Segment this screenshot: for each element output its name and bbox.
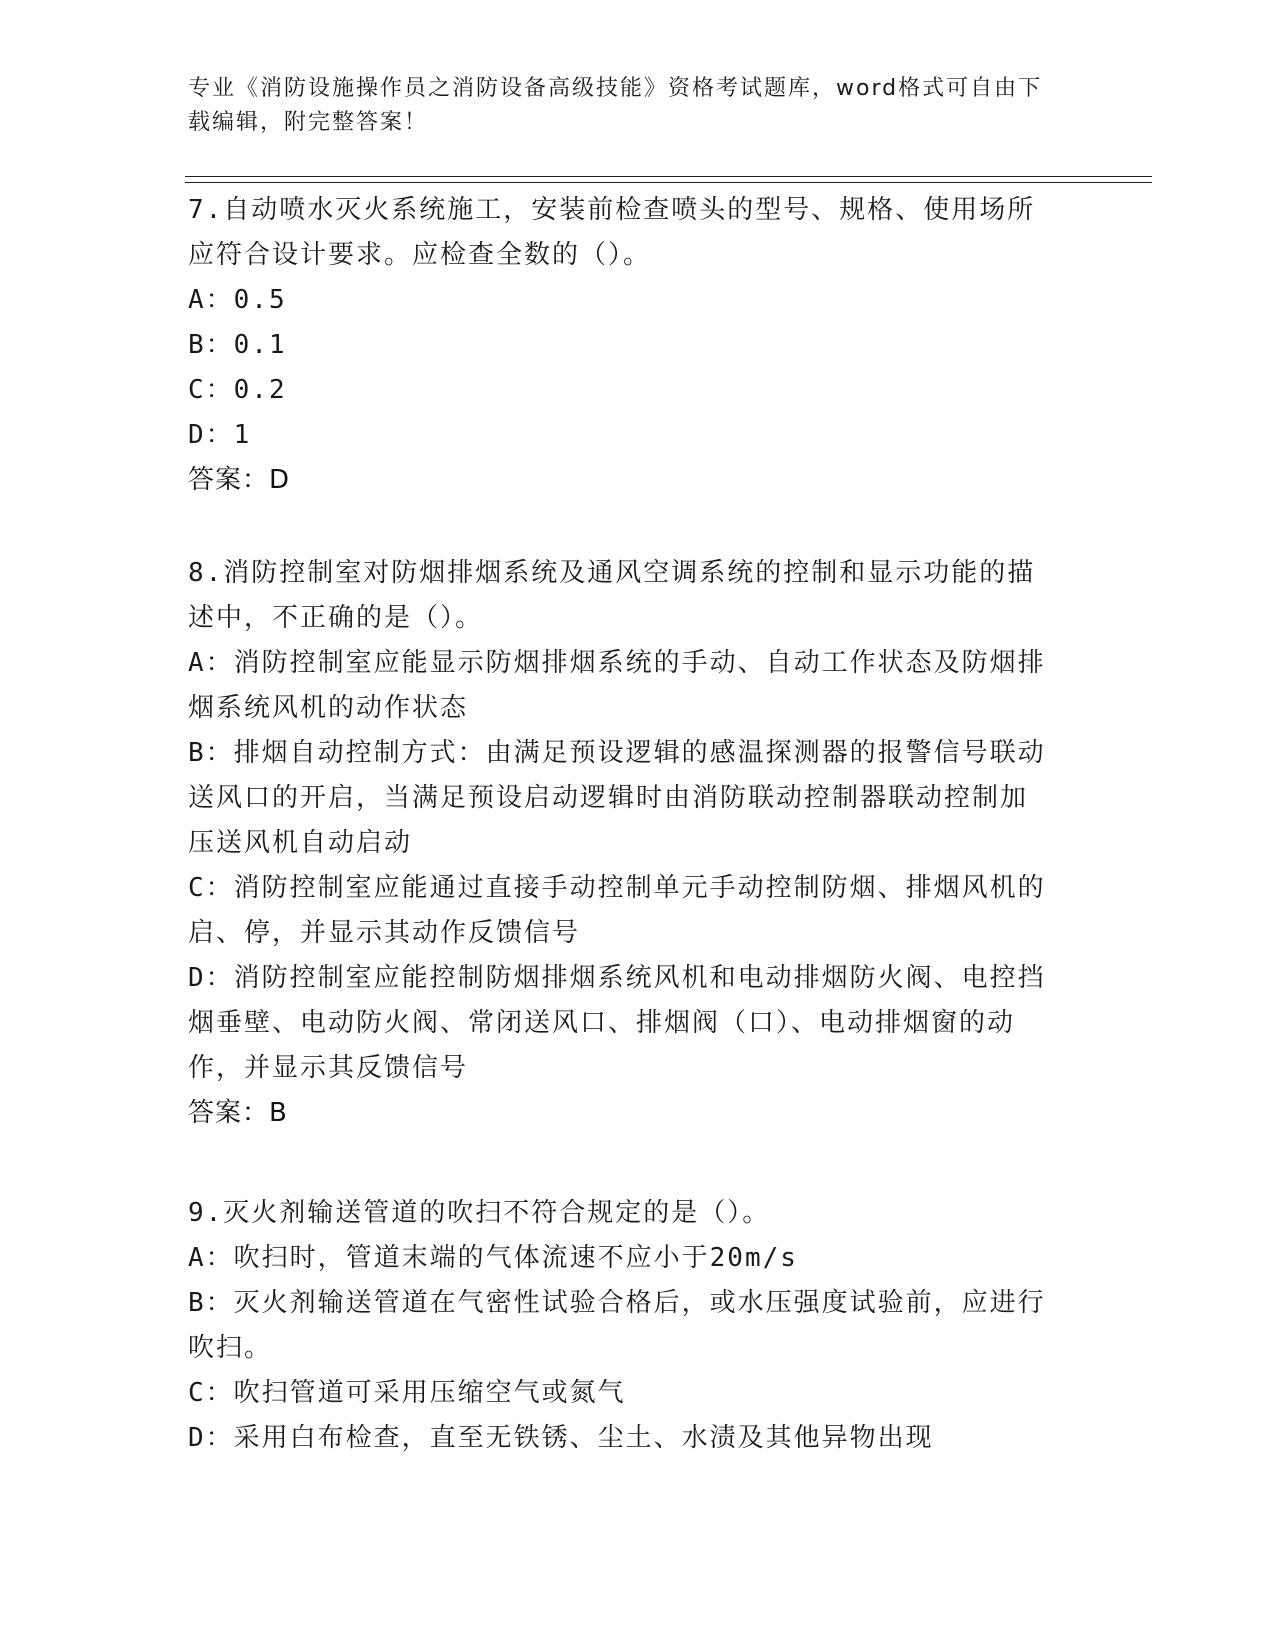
header-divider (185, 182, 1152, 183)
option-c: C：消防控制室应能通过直接手动控制单元手动控制防烟、排烟风机的 (188, 873, 1046, 903)
question-stem: 8.消防控制室对防烟排烟系统及通风空调系统的控制和显示功能的描 (188, 558, 1036, 588)
option-c: C：0.2 (188, 375, 287, 405)
option-d: D：采用白布检查，直至无铁锈、尘土、水渍及其他异物出现 (188, 1423, 934, 1453)
option-d: D：消防控制室应能控制防烟排烟系统风机和电动排烟防火阀、电控挡 (188, 963, 1046, 993)
question-9 (188, 1191, 1068, 1461)
question-stem: 7.自动喷水灭火系统施工，安装前检查喷头的型号、规格、使用场所 (188, 195, 1036, 225)
option-a: A：消防控制室应能显示防烟排烟系统的手动、自动工作状态及防烟排 (188, 648, 1046, 678)
question-stem: 述中，不正确的是（）。 (188, 603, 484, 633)
header-line: 专业《消防设施操作员之消防设备高级技能》资格考试题库，word格式可自由下 (188, 76, 1043, 101)
option-b: B：0.1 (188, 330, 287, 360)
option-b: B：灭火剂输送管道在气密性试验合格后，或水压强度试验前，应进行 (188, 1288, 1046, 1318)
option-a: A：吹扫时，管道末端的气体流速不应小于20m/s (188, 1243, 798, 1273)
question-8 (188, 551, 1068, 1136)
option-b: 压送风机自动启动 (188, 828, 413, 858)
header-divider (185, 176, 1152, 177)
option-a: A：0.5 (188, 285, 287, 315)
question-stem: 9.灭火剂输送管道的吹扫不符合规定的是（）。 (188, 1198, 771, 1228)
option-d: 烟垂壁、电动防火阀、常闭送风口、排烟阀（口）、电动排烟窗的动 (188, 1008, 1016, 1038)
option-b: B：排烟自动控制方式：由满足预设逻辑的感温探测器的报警信号联动 (188, 738, 1046, 768)
option-c: 启、停，并显示其动作反馈信号 (188, 918, 581, 948)
answer: 答案：B (188, 1098, 288, 1128)
option-d: 作，并显示其反馈信号 (188, 1053, 469, 1083)
question-7 (188, 188, 1068, 503)
option-a: 烟系统风机的动作状态 (188, 693, 469, 723)
answer: 答案：D (188, 465, 291, 495)
document-header (188, 72, 1068, 140)
option-b: 吹扫。 (188, 1333, 273, 1363)
question-stem: 应符合设计要求。应检查全数的（）。 (188, 240, 652, 270)
option-d: D：1 (188, 420, 252, 450)
option-b: 送风口的开启，当满足预设启动逻辑时由消防联动控制器联动控制加 (188, 783, 1029, 813)
option-c: C：吹扫管道可采用压缩空气或氮气 (188, 1378, 626, 1408)
header-line: 载编辑，附完整答案！ (188, 110, 429, 135)
